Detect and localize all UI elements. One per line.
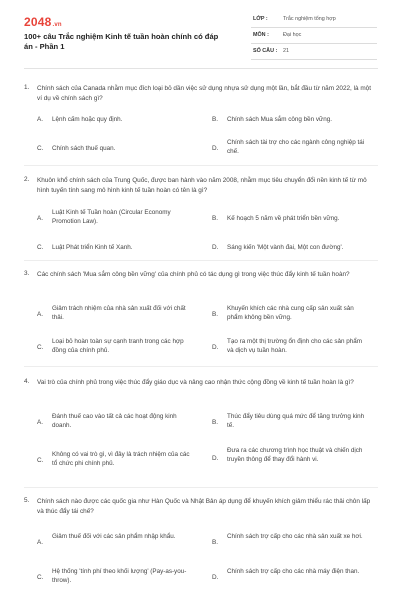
option-letter: A. xyxy=(37,419,44,426)
info-value: Đại học xyxy=(283,32,302,38)
option-letter: A. xyxy=(37,539,44,546)
option-text: Chính sách thuế quan. xyxy=(52,145,116,152)
question-text: Khuôn khổ chính sách của Trung Quốc, được ban hành vào năm 2008, nhằm mục tiêu chuyển đổi nền kinh tế từ mô hình tuyến tính sang mô hình kinh tế tuần hoàn có tên là gì? xyxy=(37,177,367,194)
info-row-count xyxy=(251,44,377,60)
question-number: 3. xyxy=(24,270,30,277)
option-text: Chính sách tài trợ cho các ngành công nghiệp tái chế. xyxy=(227,139,365,156)
option-text: Không có vai trò gì, vì đây là trách nhiệm của các tổ chức phi chính phủ. xyxy=(52,451,190,468)
question-number: 2. xyxy=(24,176,30,183)
option-letter: D. xyxy=(212,574,219,581)
option-letter: A. xyxy=(37,311,44,318)
option-letter: C. xyxy=(37,457,44,464)
question-divider xyxy=(24,260,378,261)
question-divider xyxy=(24,366,378,367)
logo-suffix-text: .vn xyxy=(52,22,62,28)
option-text: Loại bỏ hoàn toàn sự cạnh tranh trong các hợp đồng của chính phủ. xyxy=(52,338,184,355)
option-text: Giảm trách nhiệm của nhà sản xuất đối với chất thải. xyxy=(52,305,186,322)
question-text: Chính sách của Canada nhằm mục đích loại bỏ dần việc sử dụng nhựa sử dụng một lần, bắt đầu từ năm 2022, là một ví dụ về chính sách gì? xyxy=(37,85,372,102)
option-letter: D. xyxy=(212,244,219,251)
option-letter: B. xyxy=(212,419,219,426)
option-letter: B. xyxy=(212,116,219,123)
info-value: Trắc nghiệm tổng hợp xyxy=(283,16,336,22)
info-row-class xyxy=(251,12,377,28)
option-text: Thúc đẩy tiêu dùng quá mức để tăng trưởng kinh tế. xyxy=(227,413,365,430)
info-label: MÔN : xyxy=(253,32,269,38)
option-text: Sáng kiến 'Một vành đai, Một con đường'. xyxy=(227,244,344,251)
info-row-subject xyxy=(251,28,377,44)
option-text: Giảm thuế đối với các sản phẩm nhập khẩu. xyxy=(52,533,176,540)
logo-main-text: 2048 xyxy=(24,15,52,29)
site-logo[interactable] xyxy=(24,15,62,29)
option-text: Lệnh cấm hoặc quy định. xyxy=(52,116,123,123)
option-text: Đưa ra các chương trình học thuật và chiến dịch truyền thông để thay đổi hành vi. xyxy=(227,447,363,464)
option-letter: D. xyxy=(212,145,219,152)
option-letter: A. xyxy=(37,116,44,123)
question-number: 5. xyxy=(24,497,30,504)
option-letter: B. xyxy=(212,539,219,546)
question-number: 1. xyxy=(24,84,30,91)
option-text: Tạo ra một thị trường ổn định cho các sản phẩm và dịch vụ tuần hoàn. xyxy=(227,338,363,355)
question-text: Vai trò của chính phủ trong việc thúc đẩy giáo dục và nâng cao nhận thức cộng đồng về kinh tế tuần hoàn là gì? xyxy=(37,379,354,386)
option-text: Chính sách Mua sắm công bền vững. xyxy=(227,116,333,123)
info-label: LỚP : xyxy=(253,16,268,22)
option-text: Chính sách trợ cấp cho các nhà sản xuất xe hơi. xyxy=(227,533,363,540)
question-divider xyxy=(24,487,378,488)
question-number: 4. xyxy=(24,378,30,385)
option-letter: B. xyxy=(212,215,219,222)
option-letter: B. xyxy=(212,311,219,318)
option-letter: C. xyxy=(37,574,44,581)
option-text: Kế hoạch 5 năm về phát triển bền vững. xyxy=(227,215,340,222)
question-text: Các chính sách 'Mua sắm công bền vững' của chính phủ có tác dụng gì trong việc thúc đẩy kinh tế tuần hoàn? xyxy=(37,271,350,278)
option-text: Chính sách trợ cấp cho các nhà máy điện than. xyxy=(227,568,360,575)
info-value: 21 xyxy=(283,48,289,54)
header-divider xyxy=(24,68,378,69)
option-text: Đánh thuế cao vào tất cả các hoạt động kinh doanh. xyxy=(52,413,177,430)
option-text: Hệ thống 'tính phí theo khối lượng' (Pay-as-you-throw). xyxy=(52,568,187,585)
option-letter: C. xyxy=(37,244,44,251)
question-text: Chính sách nào được các quốc gia như Hàn Quốc và Nhật Bản áp dụng để khuyến khích giảm thiểu rác thải chôn lấp và thúc đẩy tái chế? xyxy=(37,498,371,515)
document-title: 100+ câu Trắc nghiệm Kinh tế tuần hoàn chính có đáp án - Phần 1 xyxy=(24,32,219,51)
option-text: Luật Phát triển Kinh tế Xanh. xyxy=(52,244,133,251)
option-letter: D. xyxy=(212,344,219,351)
question-divider xyxy=(24,165,378,166)
option-text: Khuyến khích các nhà cung cấp sản xuất sản phẩm không bền vững. xyxy=(227,305,354,322)
option-letter: A. xyxy=(37,215,44,222)
option-letter: C. xyxy=(37,344,44,351)
option-letter: C. xyxy=(37,145,44,152)
info-label: SỐ CÂU : xyxy=(253,48,278,54)
option-letter: D. xyxy=(212,455,219,462)
option-text: Luật Kinh tế Tuần hoàn (Circular Economy Promotion Law). xyxy=(52,209,171,226)
